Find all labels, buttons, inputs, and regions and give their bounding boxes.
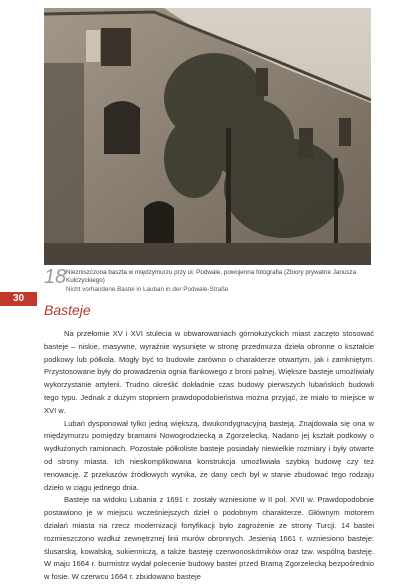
paragraph: Basteje na widoku Lubania z 1691 r. zostały wzniesione w II poł. XVII w. Prawdopodobnie postawiono je w miejscu wcześniejszych dzieł o podobnym charakterze. Głównym motorem działań miasta na rzecz modernizacji fortyfikacji było zagrożenie ze strony Turcji. 14 bastei rozmieszczono wzdłuż zewnętrznej linii murów obronnych. Jesienią 1661 r. wzniesiono basteje: ślusarską, kowalską, sukienniczą, a także basteję czerwonoskórników oraz tzw. wspólną basteję. W maju 1664 r. burmistrz wydał polecenie budowy bastei przed Bramą Zgorzelecką bezpośrednio w fosie. W czerwcu 1664 r. zbudowano basteje: [44, 495, 374, 582]
building-photo: [44, 8, 371, 265]
caption-german: Nicht vorhandene Bastei in Lauban in der Podwale-Straße: [66, 285, 229, 293]
section-title: Basteje: [44, 302, 91, 318]
body-text: [44, 328, 374, 584]
figure-number: 18: [44, 266, 67, 288]
paragraph: Lubań dysponował tylko jedną większą, dwukondygnacyjną basteją. Znajdowała się ona w międzymurzu pomiędzy bramami Nowogrodziecką a Zgorzelecką. Nadano jej kształt podkowy o wydłużonych ramionach. Pozostałe półkoliste basteje posiadały niewielkie rozmiary i były otwarte od strony miasta. Ich nieskomplikowana konstrukcja umożliwiała szybką budowę czy też renowację. Z przekazów źródłowych wynika, że dany cech był w stanie zbudować tego rodzaju dzieło w ciągu jednego dnia.: [44, 418, 374, 492]
caption-polish: Niezniszczona baszta w międzymurzu przy ul. Podwale, powojenna fotografia (Zbiory prywatne Janusza Kulczyckiego): [66, 269, 357, 285]
page-number: 30: [0, 292, 37, 306]
figure-caption: [66, 269, 376, 294]
paragraph: Na przełomie XV i XVI stulecia w obwarowaniach górnołużyckich miast zaczęto stosować basteje – niskie, masywne, wyraźnie wysunięte w stronę przedmurza dzieła obronne o kształcie podkowy lub półkola. Mogły być to budowle zarówno o charakterze otwartym, jak i zamkniętym. Przystosowane były do prowadzenia ognia flankowego z broni palnej. Większe basteje umożliwiały wykorzystanie artylerii. Trudno określić dokładnie czas budowy pierwszych lubańskich budowli tego typu. Jednak z dużym stopniem prawdopodobieństwa można przyjąć, że miało to miejsce w XVI w.: [44, 329, 374, 415]
